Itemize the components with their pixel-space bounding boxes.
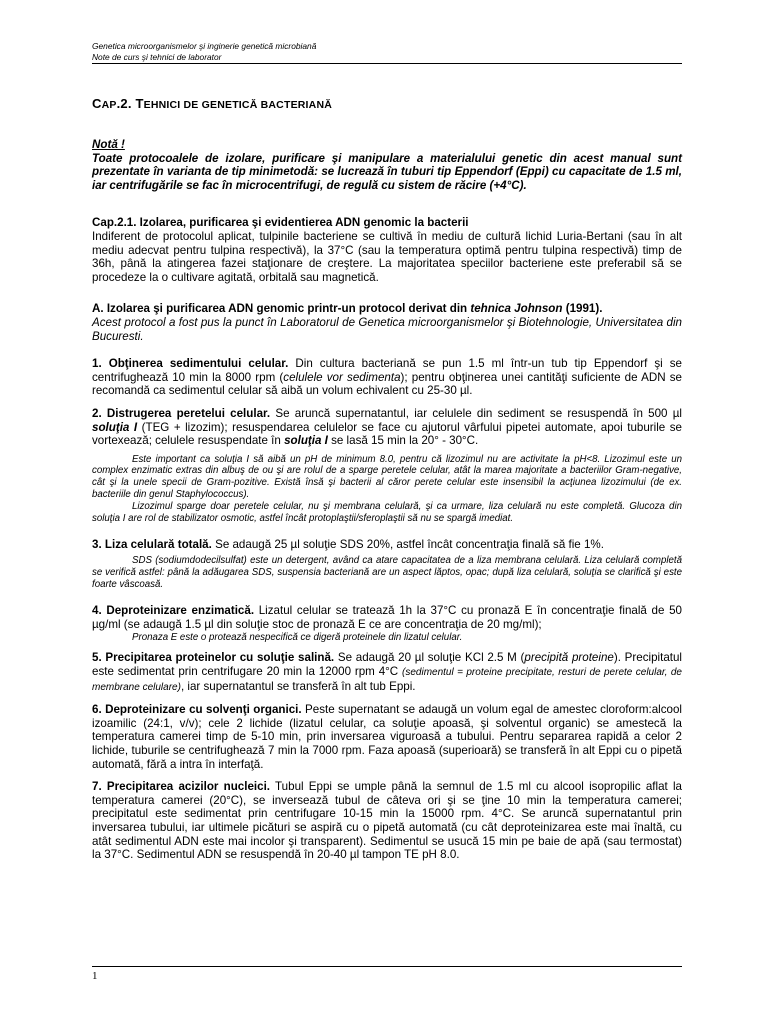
chapter-title-cap: T bbox=[135, 96, 144, 111]
step-2-text-c: (TEG + lizozim); resuspendarea celulelor se face cu ajutorul vârfului pipetei automate, apoi tuburile se vortexează; celulele resuspendate în bbox=[92, 420, 683, 448]
section-2-1-title: Cap.2.1. Izolarea, purificarea şi evidentierea ADN genomic la bacterii bbox=[92, 216, 469, 230]
step-2-text-b: soluţia I bbox=[92, 420, 138, 434]
chapter-title-rest: EHNICI DE GENETICĂ BACTERIANĂ bbox=[143, 99, 333, 111]
note-text: Toate protocoalele de izolare, purificare şi manipulare a materialului genetic din acest manual sunt prezentate în varianta de tip minimetodă: se lucrează în tuburi tip Eppendorf (Eppi) cu capacitate de 1.5 ml, iar centrifugările se fac în microcentrifugi, de regulă cu sistem de răcire (+4°C). bbox=[92, 151, 682, 192]
step-4-note: Pronaza E este o protează nespecifică ce digeră proteinele din lizatul celular. bbox=[132, 631, 463, 643]
step-1-text-b: celulele vor sedimenta bbox=[283, 370, 401, 384]
step-4 bbox=[92, 604, 682, 631]
header-line-1: Genetica microorganismelor şi inginerie genetică microbiană bbox=[92, 41, 317, 51]
chapter-title bbox=[92, 96, 332, 111]
section-2-1-text: Indiferent de protocolul aplicat, tulpinile bacteriene se cultivă în mediu de cultură lichid Luria-Bertani (sau în alt mediu adecvat pentru tulpina respectivă), la 37°C (sau la temperatura optimă pentru tulpina respectivă) timp de 36h, până la atingerea fazei staţionare de creştere. La majoritatea speciilor bacteriene este preferabil să se procedeze la o cultivare agitată, orbitală sau magnetică. bbox=[92, 229, 682, 284]
step-7-title: 7. Precipitarea acizilor nucleici. bbox=[92, 780, 271, 794]
step-2-note-1: Este important ca soluţia I să aibă un pH de minimum 8.0, pentru că lizozimul nu are activitate la pH<8. Lizozimul este un complex enzimatic extras din albuş de ou şi are rolul de a sparge peretele celular, atât la marea majoritate a bacteriilor Gram-negative, cât şi la unele specii de Gram-pozitive. Există însă şi bacterii al căror perete celular este insensibil la acţiunea lizozimului (de ex. bacteriile din genul Staphylococcus). bbox=[92, 453, 682, 501]
step-2-text-d: soluţia I bbox=[284, 434, 328, 448]
chapter-prefix-cap: C bbox=[92, 96, 102, 111]
step-5-title: 5. Precipitarea proteinelor cu soluţie salină. bbox=[92, 651, 335, 665]
page-number: 1 bbox=[92, 970, 98, 982]
step-6-text: Peste supernatant se adaugă un volum egal de amestec cloroform:alcool izoamilic (24:1, v/v); cele 2 lichide (lizatul celular, ca soluţie apoasă, şi solventul organic) se amestecă la temperatura camerei timp de 5-10 min, prin inversarea viguroasă a tubului. Pentru separarea rapidă a celor 2 lichide, tuburile se centrifughează 7 min la 7000 rpm. Faza apoasă (superioară) se transferă în alt Eppi cu o pipetă automată, fără a intra în interfaţă. bbox=[92, 703, 683, 771]
step-4-text: Lizatul celular se tratează 1h la 37°C cu pronază E în concentraţie finală de 50 µg/ml (se adaugă 1.5 µl din soluţie stoc de pronază E ce are concentraţia de 20 mg/ml); bbox=[92, 604, 683, 632]
section-a-title bbox=[92, 302, 682, 316]
chapter-number: .2. bbox=[116, 96, 136, 111]
step-6-title: 6. Deproteinizare cu solvenţi organici. bbox=[92, 703, 302, 717]
step-2 bbox=[92, 407, 682, 448]
note-title: Notă ! bbox=[92, 138, 125, 151]
step-2-title: 2. Distrugerea peretelui celular. bbox=[92, 406, 271, 420]
step-5-text-e: , iar supernatantul se transferă în alt tub Eppi. bbox=[180, 679, 416, 693]
step-5-text-b: precipită proteine bbox=[524, 651, 614, 665]
step-5 bbox=[92, 651, 682, 694]
header-divider bbox=[92, 63, 682, 64]
footer-divider bbox=[92, 966, 682, 967]
step-2-note-2: Lizozimul sparge doar peretele celular, nu şi membrana celulară, şi ca urmare, liza celulară nu este completă. Glucoza din soluţia I are rol de stabilizator osmotic, astfel încât protoplaştii/sferoplaştii să nu se spargă imediat. bbox=[92, 500, 682, 524]
running-header bbox=[92, 41, 682, 62]
section-a-title-part3: (1991). bbox=[562, 302, 603, 316]
step-2-text-e: se lasă 15 min la 20° - 30°C. bbox=[327, 434, 479, 448]
step-5-text-c: ). Precipitatul este sedimentat prin centrifugare 20 min la 12000 rpm 4°C bbox=[92, 651, 683, 679]
step-6 bbox=[92, 703, 682, 771]
step-5-text-a: Se adaugă 20 µl soluţie KCl 2.5 M ( bbox=[334, 651, 525, 665]
document-body bbox=[92, 138, 682, 862]
step-7 bbox=[92, 780, 682, 862]
step-1-text-c: ); pentru obţinerea unei cantităţi suficiente de ADN se recomandă ca sedimentul celular să aibă un volum echivalent cu 25-30 µl. bbox=[92, 370, 682, 398]
step-7-text: Tubul Eppi se umple până la semnul de 1.5 ml cu alcool isopropilic aflat la temperatura camerei (20°C), se inversează tubul de câteva ori şi se ţine 10 min la temperatura camerei; precipitatul este sedimentat prin centrifugare 10-15 min la 15000 rpm. 4°C. Se aruncă supernatantul prin inversarea tubului, iar ultimele picături se aspiră cu o pipetă automată (cu cât deproteinizarea este mai înaltă, cu atât sedimentul ADN este mai incolor şi transparent). Sedimentul se usucă 15 min pe baie de apă (sau termostat) la 37°C. Sedimentul ADN se resuspendă în 20-40 µl tampon TE pH 8.0. bbox=[92, 780, 682, 862]
section-a-title-part1: A. Izolarea şi purificarea ADN genomic printr-un protocol derivat din bbox=[92, 302, 471, 316]
step-2-text-a: Se aruncă supernatantul, iar celulele din sediment se resuspendă în 500 µl bbox=[270, 406, 682, 420]
section-a-title-part2: tehnica Johnson bbox=[470, 302, 563, 316]
step-3-note: SDS (sodiumdodecilsulfat) este un detergent, având ca atare capacitatea de a liza membrana celulară. Liza celulară completă se verifică astfel: până la adăugarea SDS, suspensia bacteriană are un aspect lăptos, opac; după liza celulară, soluţia se clarifică şi este foarte vâscoasă. bbox=[92, 555, 682, 590]
step-1-text-a: Din cultura bacteriană se pun 1.5 ml într-un tub tip Eppendorf şi se centrifughează 10 min la 8000 rpm ( bbox=[92, 357, 682, 384]
step-4-title: 4. Deproteinizare enzimatică. bbox=[92, 604, 255, 618]
chapter-prefix-rest: AP bbox=[101, 99, 117, 111]
step-5-text-d: (sedimentul = proteine precipitate, resturi de perete celular, de membrane celulare) bbox=[92, 667, 682, 693]
step-3-title: 3. Liza celulară totală. bbox=[92, 538, 212, 552]
header-line-2: Note de curs şi tehnici de laborator bbox=[92, 51, 222, 62]
section-a-subtitle: Acest protocol a fost pus la punct în Laboratorul de Genetica microorganismelor şi Biotehnologie, Universitatea din Bucuresti. bbox=[92, 315, 682, 343]
step-3-text: Se adaugă 25 µl soluţie SDS 20%, astfel încât concentraţia finală să fie 1%. bbox=[211, 538, 604, 552]
step-3 bbox=[92, 538, 682, 552]
step-1 bbox=[92, 357, 682, 398]
step-1-title: 1. Obţinerea sedimentului celular. bbox=[92, 357, 289, 371]
